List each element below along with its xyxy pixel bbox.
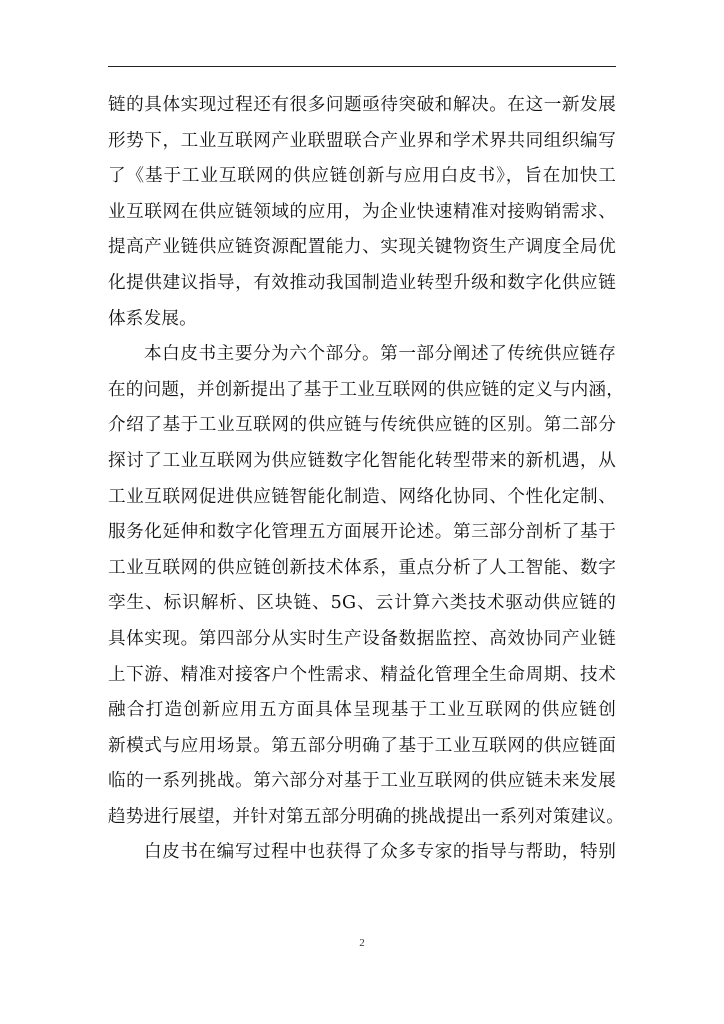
text-line: 了《基于工业互联网的供应链创新与应用白皮书》，旨在加快工 [108,166,616,187]
text-line: 体系发展。 [108,308,197,329]
text-line: 形势下，工业互联网产业联盟联合产业界和学术界共同组织编写 [108,130,616,151]
header-rule [108,66,616,67]
text-line: 融合打造创新应用五方面具体呈现基于工业互联网的供应链创 [108,700,616,721]
text-line: 业互联网在供应链领域的应用，为企业快速精准对接购销需求、 [108,201,616,222]
text-line: 临的一系列挑战。第六部分对基于工业互联网的供应链未来发展 [108,771,616,792]
text-line: 化提供建议指导，有效推动我国制造业转型升级和数字化供应链 [108,272,616,293]
text-line: 上下游、精准对接客户个性需求、精益化管理全生命周期、技术 [108,664,616,685]
body-text [108,88,625,871]
text-line: 白皮书在编写过程中也获得了众多专家的指导与帮助，特别 [144,842,616,863]
text-line: 工业互联网的供应链创新技术体系，重点分析了人工智能、数字 [108,557,616,578]
page-number: 2 [359,937,365,949]
text-line: 本白皮书主要分为六个部分。第一部分阐述了传统供应链存 [144,344,616,365]
text-line: 链的具体实现过程还有很多问题亟待突破和解决。在这一新发展 [108,95,616,115]
text-line: 在的问题，并创新提出了基于工业互联网的供应链的定义与内涵， [108,379,625,400]
text-line: 介绍了基于工业互联网的供应链与传统供应链的区别。第二部分 [108,415,616,436]
text-line: 工业互联网促进供应链智能化制造、网络化协同、个性化定制、 [108,486,616,507]
text-line: 提高产业链供应链资源配置能力、实现关键物资生产调度全局优 [108,237,616,258]
text-line: 趋势进行展望，并针对第五部分明确的挑战提出一系列对策建议。 [108,806,625,827]
text-line: 服务化延伸和数字化管理五方面展开论述。第三部分剖析了基于 [108,522,616,543]
text-line: 新模式与应用场景。第五部分明确了基于工业互联网的供应链面 [108,735,616,756]
text-line: 具体实现。第四部分从实时生产设备数据监控、高效协同产业链 [108,628,616,649]
text-line: 孪生、标识解析、区块链、5G、云计算六类技术驱动供应链的 [108,593,616,614]
text-line: 探讨了工业互联网为供应链数字化智能化转型带来的新机遇，从 [108,450,616,471]
